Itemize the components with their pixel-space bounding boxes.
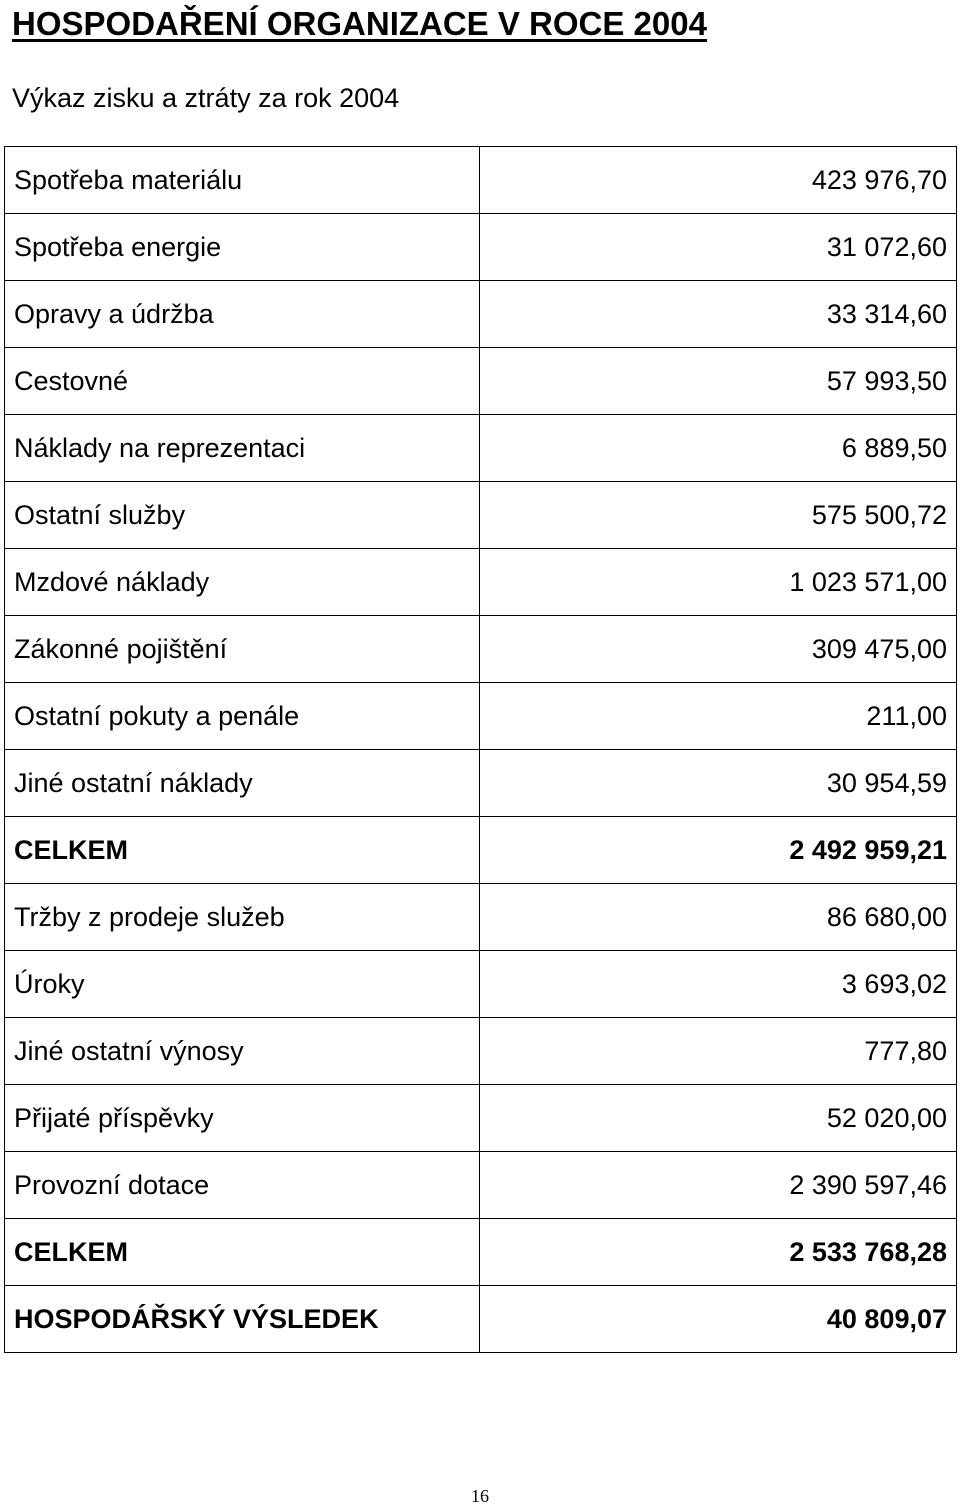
row-value: 2 533 768,28	[480, 1219, 957, 1286]
profit-loss-table-body	[5, 147, 957, 1353]
row-label: Ostatní služby	[5, 482, 480, 549]
row-value: 1 023 571,00	[480, 549, 957, 616]
page-title: HOSPODAŘENÍ ORGANIZACE V ROCE 2004	[12, 5, 707, 42]
row-label: Provozní dotace	[5, 1152, 480, 1219]
table-row	[5, 1286, 957, 1353]
table-row	[5, 683, 957, 750]
row-value: 33 314,60	[480, 281, 957, 348]
row-label: Náklady na reprezentaci	[5, 415, 480, 482]
row-label: CELKEM	[5, 817, 480, 884]
row-value: 52 020,00	[480, 1085, 957, 1152]
table-row	[5, 817, 957, 884]
row-value: 40 809,07	[480, 1286, 957, 1353]
row-label: Mzdové náklady	[5, 549, 480, 616]
row-label: Ostatní pokuty a penále	[5, 683, 480, 750]
row-label: Spotřeba energie	[5, 214, 480, 281]
table-row	[5, 147, 957, 214]
table-row	[5, 1219, 957, 1286]
table-row	[5, 415, 957, 482]
row-value: 3 693,02	[480, 951, 957, 1018]
table-row	[5, 281, 957, 348]
row-value: 211,00	[480, 683, 957, 750]
row-value: 86 680,00	[480, 884, 957, 951]
row-label: Úroky	[5, 951, 480, 1018]
profit-loss-table	[4, 146, 957, 1353]
page-number: 16	[471, 1486, 489, 1506]
row-value: 57 993,50	[480, 348, 957, 415]
row-value: 423 976,70	[480, 147, 957, 214]
row-label: Spotřeba materiálu	[5, 147, 480, 214]
row-value: 30 954,59	[480, 750, 957, 817]
row-label: Jiné ostatní náklady	[5, 750, 480, 817]
table-row	[5, 348, 957, 415]
row-label: Tržby z prodeje služeb	[5, 884, 480, 951]
row-value: 2 492 959,21	[480, 817, 957, 884]
row-label: Opravy a údržba	[5, 281, 480, 348]
table-row	[5, 482, 957, 549]
table-row	[5, 1152, 957, 1219]
table-row	[5, 951, 957, 1018]
row-label: Přijaté příspěvky	[5, 1085, 480, 1152]
row-value: 6 889,50	[480, 415, 957, 482]
row-label: Jiné ostatní výnosy	[5, 1018, 480, 1085]
table-row	[5, 1018, 957, 1085]
row-value: 2 390 597,46	[480, 1152, 957, 1219]
table-row	[5, 214, 957, 281]
row-label: CELKEM	[5, 1219, 480, 1286]
row-label: HOSPODÁŘSKÝ VÝSLEDEK	[5, 1286, 480, 1353]
report-subtitle: Výkaz zisku a ztráty za rok 2004	[12, 83, 400, 113]
table-row	[5, 750, 957, 817]
row-value: 575 500,72	[480, 482, 957, 549]
table-row	[5, 616, 957, 683]
row-label: Zákonné pojištění	[5, 616, 480, 683]
table-row	[5, 549, 957, 616]
table-row	[5, 1085, 957, 1152]
table-row	[5, 884, 957, 951]
row-value: 309 475,00	[480, 616, 957, 683]
row-value: 31 072,60	[480, 214, 957, 281]
row-label: Cestovné	[5, 348, 480, 415]
row-value: 777,80	[480, 1018, 957, 1085]
